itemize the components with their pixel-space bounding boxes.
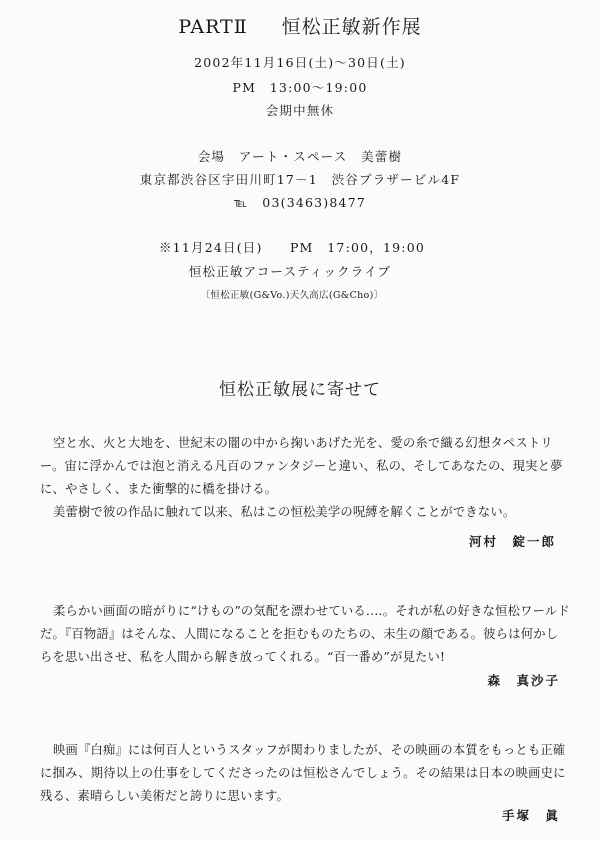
exhibition-dates: 2002年11月16日(土)～30日(土): [194, 55, 406, 70]
exhibition-title: [0, 12, 600, 39]
essay-heading: 恒松正敏展に寄せて: [219, 380, 381, 400]
essay-3: [40, 739, 570, 808]
title-main: 恒松正敏新作展: [281, 16, 422, 38]
live-members: 〔恒松正敏(G&Vo.)天久高広(G&Cho)〕: [200, 290, 384, 301]
venue-tel: ℡ 03(3463)8477: [233, 195, 366, 210]
essay-1: [40, 432, 570, 524]
essay-2: [40, 600, 570, 669]
essay-2-paragraph-1: 柔らかい画面の暗がりに“けもの”の気配を漂わせている‥‥。それが私の好きな恒松ワールドだ。『百物語』はそんな、人間になることを拒むものたちの、未生の顔である。彼らは何かしらを思い出させ、私を人間から解き放ってくれる。“百一番め”が見たい!: [40, 604, 570, 664]
exhibition-no-holiday: 会期中無休: [265, 103, 335, 118]
live-title: 恒松正敏アコースティックライブ: [188, 264, 392, 279]
venue-name: 会場 アート・スペース 美蕾樹: [197, 149, 403, 164]
essay-1-author: 河村 錠一郎: [468, 534, 556, 549]
live-date: ※11月24日(日) PM 17:00，19:00: [158, 240, 426, 255]
essay-2-author: 森 真沙子: [487, 673, 560, 688]
essay-1-paragraph-1: 空と水、火と大地を、世紀末の闇の中から掬いあげた光を、愛の糸で織る幻想タペストリー。宙に浮かんでは泡と消える凡百のファンタジーと違い、私の、そしてあなたの、現実と夢に、やさしく、また衝撃的に橋を掛ける。: [40, 436, 563, 496]
essay-3-author: 手塚 眞: [501, 808, 560, 823]
title-part: PARTⅡ: [178, 16, 248, 38]
essay-3-paragraph-1: 映画『白痴』には何百人というスタッフが関わりましたが、その映画の本質をもっとも正確に掴み、期待以上の仕事をしてくださったのは恒松さんでしょう。その結果は日本の映画史に残る、素晴らしい美術だと誇りに思います。: [40, 743, 566, 803]
exhibition-hours: PM 13:00～19:00: [232, 80, 368, 95]
essay-1-paragraph-2: 美蕾樹で彼の作品に触れて以来、私はこの恒松美学の呪縛を解くことができない。: [53, 505, 516, 519]
venue-address: 東京都渋谷区宇田川町17－1 渋谷プラザービル4F: [139, 172, 461, 187]
